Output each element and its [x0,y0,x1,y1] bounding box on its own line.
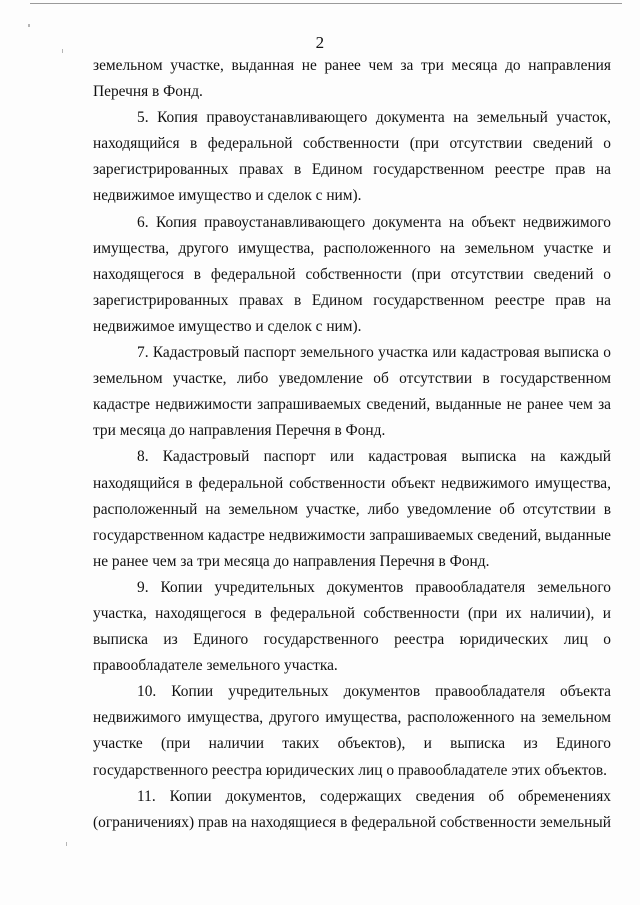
paragraph-item-7: 7. Кадастровый паспорт земельного участка или кадастровая выписка о земельном участке, либо уведомление об отсутствии в государственном кадастре недвижимости запрашиваемых сведений, выданные не ранее чем за три месяца до направления Перечня в Фонд. [93,344,611,440]
paragraph-item-9: 9. Копии учредительных документов правообладателя земельного участка, находящегося в федеральной собственности (при их наличии), и выписка из Единого государственного реестра юридических лиц о правообладателе земельного участка. [93,578,611,675]
scan-speck [28,24,30,27]
paragraph-item-5: 5. Копия правоустанавливающего документа на земельный участок, находящийся в федеральной собственности (при отсутствии сведений о зарегистрированных правах в Едином государственном реестре прав на недвижимое имущество и сделок с ним). [93,109,611,205]
paragraph-item-8: 8. Кадастровый паспорт или кадастровая выписка на каждый находящийся в федеральной собственности объект недвижимого имущества, расположенный на земельном участке, либо уведомление об отсутствии в государственном кадастре недвижимости запрашиваемых сведений, выданные не ранее чем за три месяца до направления Перечня в Фонд. [93,448,611,570]
scan-speck [66,842,67,846]
paragraph-item-10: 10. Копии учредительных документов правообладателя объекта недвижимого имущества, другого имущества, расположенного на земельном участке (при наличии таких объектов), и выписка из Единого государственного реестра юридических лиц о правообладателе этих объектов. [93,683,611,779]
paragraph-continuation: земельном участке, выданная не ранее чем за три месяца до направления Перечня в Фонд. [93,57,611,101]
page-number: 2 [315,33,325,52]
paragraph-item-11: 11. Копии документов, содержащих сведения об обременениях (ограничениях) прав на находящиеся в федеральной собственности земельный [93,787,611,831]
document-body [93,53,611,836]
paragraph-item-6: 6. Копия правоустанавливающего документа на объект недвижимого имущества, другого имущества, расположенного на земельном участке и находящегося в федеральной собственности (при отсутствии сведений о зарегистрированных правах в Едином государственном реестре прав на недвижимое имущество и сделок с ним). [93,213,611,335]
top-edge-rule [30,3,622,4]
